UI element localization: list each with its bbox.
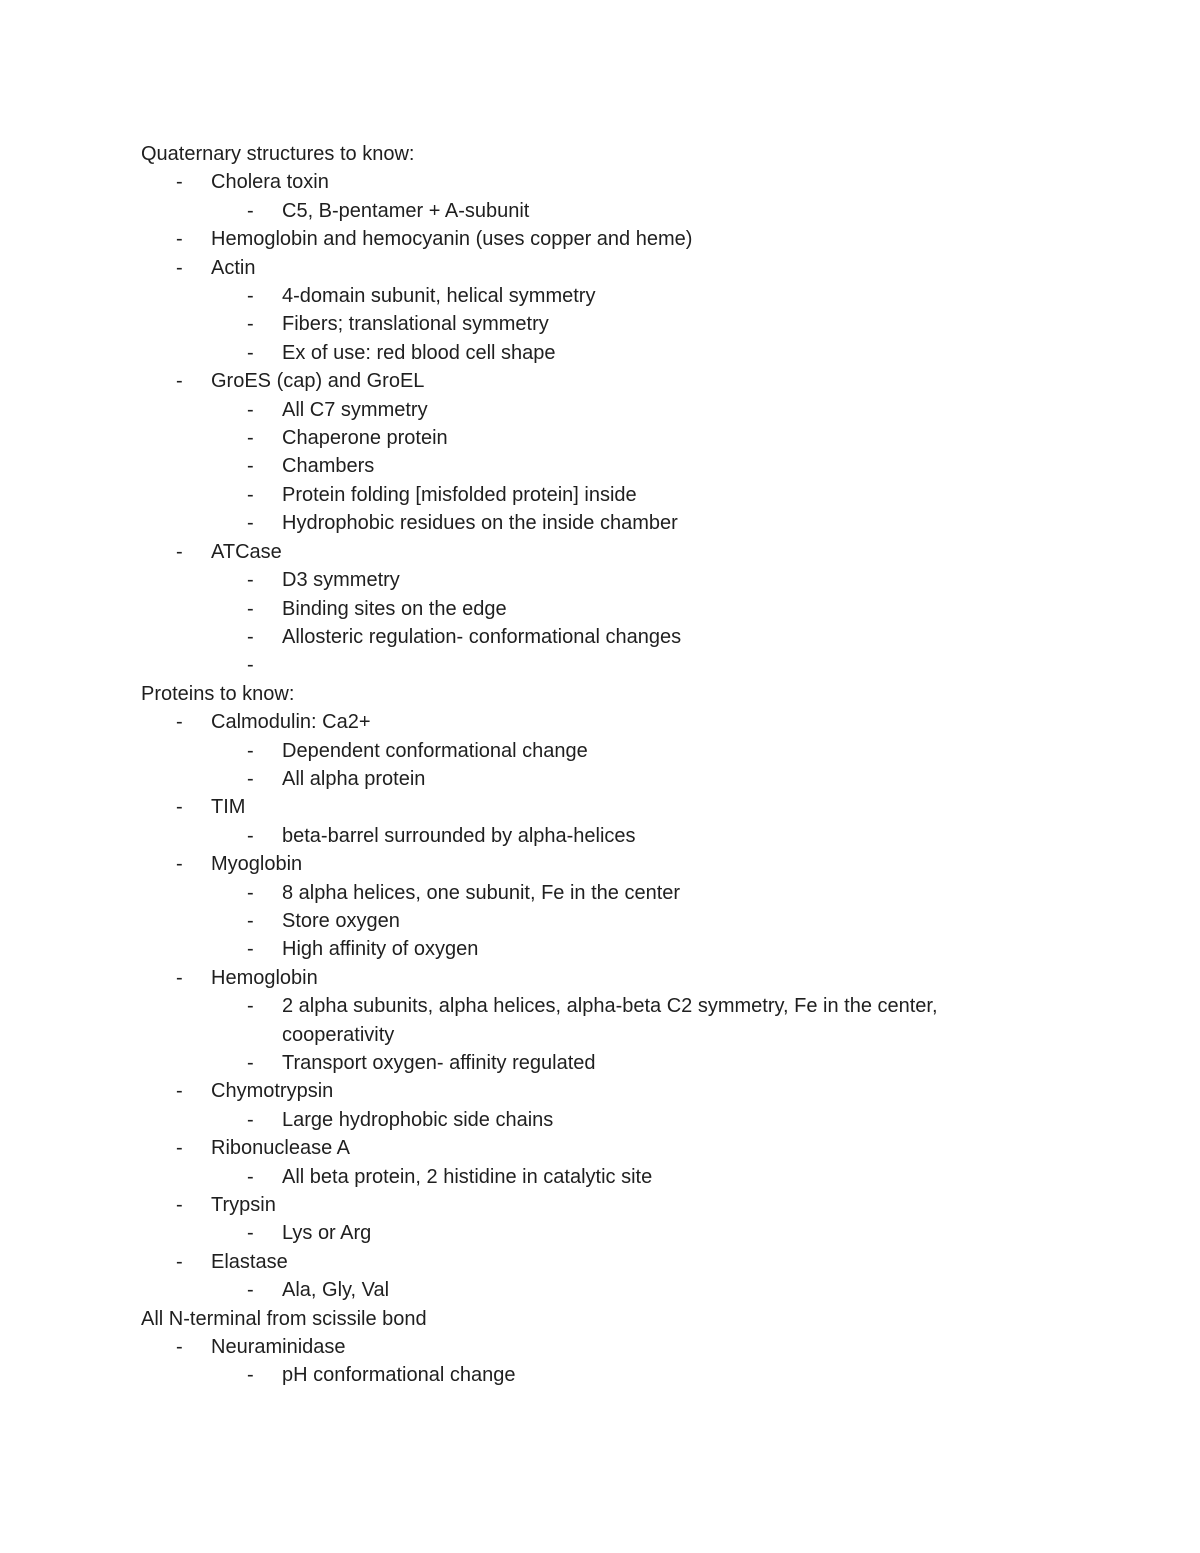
sub-list-item-label: 8 alpha helices, one subunit, Fe in the center: [282, 881, 681, 904]
sub-list-item-row: [141, 737, 1021, 765]
list-item-row: [141, 964, 1021, 992]
sub-list-item: [141, 282, 1021, 310]
sub-list-item: [141, 424, 1021, 452]
sub-list-item-row: [141, 481, 1021, 509]
list-item-row: [141, 538, 1021, 566]
sub-list-item: [141, 481, 1021, 509]
sub-list-item-row: [141, 396, 1021, 424]
bullet-dash: -: [176, 796, 183, 819]
bullet-dash: -: [176, 540, 183, 563]
sub-list-item: [141, 396, 1021, 424]
bullet-dash: -: [176, 1080, 183, 1103]
sub-list-item-label: D3 symmetry: [282, 569, 400, 592]
sub-list-item-label: Ex of use: red blood cell shape: [282, 341, 556, 364]
sub-list-item-label: Ala, Gly, Val: [282, 1279, 390, 1302]
bullet-dash: -: [247, 597, 254, 620]
sub-list-item-row: [141, 282, 1021, 310]
sub-list-item-label: pH conformational change: [282, 1364, 516, 1387]
bullet-list: [141, 168, 1021, 679]
sub-list-item-label: Chaperone protein: [282, 427, 448, 450]
sub-list-item-row: [141, 424, 1021, 452]
sub-list-item: [141, 1361, 1021, 1389]
list-item: [141, 1134, 1021, 1191]
bullet-dash: -: [247, 398, 254, 421]
sub-list-item: [141, 452, 1021, 480]
list-item-row: [141, 168, 1021, 196]
list-item-label: Hemoglobin: [211, 966, 318, 989]
sub-bullet-list: [141, 822, 1021, 850]
bullet-dash: -: [247, 767, 254, 790]
bullet-dash: -: [247, 1108, 254, 1131]
sub-list-item-label: Hydrophobic residues on the inside chamber: [282, 512, 678, 535]
bullet-dash: -: [247, 483, 254, 506]
sub-list-item-row: [141, 452, 1021, 480]
bullet-dash: -: [176, 853, 183, 876]
list-item-row: [141, 1248, 1021, 1276]
sub-list-item-row: [141, 1163, 1021, 1191]
sub-bullet-list: [141, 396, 1021, 538]
bullet-dash: -: [247, 1364, 254, 1387]
sub-list-item: [141, 1276, 1021, 1304]
bullet-dash: -: [176, 1250, 183, 1273]
list-item: [141, 850, 1021, 964]
sub-list-item: [141, 879, 1021, 907]
bullet-dash: -: [247, 427, 254, 450]
bullet-dash: -: [247, 341, 254, 364]
list-item-label: TIM: [211, 796, 246, 819]
sub-bullet-list: [141, 737, 1021, 794]
sub-list-item-row: [141, 822, 1021, 850]
list-item: [141, 254, 1021, 368]
list-item: [141, 168, 1021, 225]
bullet-dash: -: [247, 1279, 254, 1302]
sub-bullet-list: [141, 282, 1021, 367]
list-item-label: Trypsin: [211, 1194, 276, 1217]
sub-list-item-row: [141, 1106, 1021, 1134]
bullet-dash: -: [247, 1222, 254, 1245]
list-item-row: [141, 1191, 1021, 1219]
list-item-label: Neuraminidase: [211, 1336, 346, 1359]
sub-list-item-label: Chambers: [282, 455, 375, 478]
sub-list-item-label: beta-barrel surrounded by alpha-helices: [282, 824, 636, 847]
section-2: [141, 680, 1021, 1305]
sub-list-item-row: [141, 907, 1021, 935]
list-item-label: GroES (cap) and GroEL: [211, 370, 425, 393]
sub-list-item: [141, 595, 1021, 623]
bullet-dash: -: [247, 1165, 254, 1188]
sub-bullet-list: [141, 1163, 1021, 1191]
sub-list-item-row: [141, 1219, 1021, 1247]
sub-list-item-row: [141, 339, 1021, 367]
section-1: [141, 140, 1021, 680]
sub-list-item-label: Lys or Arg: [282, 1222, 372, 1245]
list-item-row: [141, 1134, 1021, 1162]
list-item-label: Hemoglobin and hemocyanin (uses copper and heme): [211, 228, 693, 251]
sub-bullet-list: [141, 566, 1021, 680]
list-item: [141, 1248, 1021, 1305]
bullet-dash: -: [247, 199, 254, 222]
sub-list-item: [141, 1106, 1021, 1134]
bullet-dash: -: [247, 995, 254, 1018]
sub-list-item-row: [141, 651, 1021, 679]
bullet-list: [141, 1333, 1021, 1390]
bullet-dash: -: [176, 711, 183, 734]
sub-list-item: [141, 310, 1021, 338]
list-item-label: ATCase: [211, 540, 282, 563]
list-item: [141, 964, 1021, 1078]
sub-list-item: [141, 935, 1021, 963]
sub-list-item-label: Dependent conformational change: [282, 739, 588, 762]
list-item: [141, 1191, 1021, 1248]
list-item: [141, 708, 1021, 793]
sub-list-item-row: [141, 879, 1021, 907]
list-item-row: [141, 850, 1021, 878]
sub-list-item: [141, 1219, 1021, 1247]
sub-list-item: [141, 822, 1021, 850]
sub-list-item-label: 4-domain subunit, helical symmetry: [282, 285, 596, 308]
sub-list-item-label: Protein folding [misfolded protein] inside: [282, 483, 637, 506]
list-item-row: [141, 254, 1021, 282]
list-item: [141, 538, 1021, 680]
bullet-list: [141, 708, 1021, 1305]
sub-list-item-label: All C7 symmetry: [282, 398, 428, 421]
bullet-dash: -: [247, 1052, 254, 1074]
sub-list-item-label: Large hydrophobic side chains: [282, 1108, 554, 1131]
sub-list-item: [141, 992, 1021, 1049]
bullet-dash: -: [247, 739, 254, 762]
sub-list-item-row: [141, 1361, 1021, 1389]
sub-list-item: [141, 1049, 1021, 1077]
sub-list-item-label: All beta protein, 2 histidine in catalytic site: [282, 1165, 653, 1188]
sub-list-item: [141, 651, 1021, 679]
sub-bullet-list: [141, 992, 1021, 1077]
sub-list-item: [141, 339, 1021, 367]
bullet-dash: -: [247, 569, 254, 592]
sub-list-item: [141, 197, 1021, 225]
sub-list-item-row: [141, 566, 1021, 594]
notes-body: [141, 140, 1021, 1390]
bullet-dash: -: [247, 512, 254, 535]
sub-list-item: [141, 737, 1021, 765]
bullet-dash: -: [176, 370, 183, 393]
bullet-dash: -: [176, 171, 183, 194]
sub-list-item-row: [141, 310, 1021, 338]
sub-list-item-label: Transport oxygen- affinity regulated: [282, 1052, 596, 1074]
sub-list-item-label: 2 alpha subunits, alpha helices, alpha-beta C2 symmetry, Fe in the center, cooperativity: [282, 995, 938, 1046]
bullet-dash: -: [247, 654, 254, 677]
sub-list-item-row: [141, 765, 1021, 793]
list-item: [141, 1333, 1021, 1390]
sub-list-item-row: [141, 197, 1021, 225]
list-item-label: Ribonuclease A: [211, 1137, 350, 1160]
list-item-row: [141, 367, 1021, 395]
sub-bullet-list: [141, 1276, 1021, 1304]
list-item-label: Myoglobin: [211, 853, 303, 876]
sub-list-item: [141, 765, 1021, 793]
list-item-row: [141, 1333, 1021, 1361]
bullet-dash: -: [247, 909, 254, 932]
bullet-dash: -: [247, 285, 254, 308]
sub-list-item-label: [282, 651, 1021, 679]
sub-list-item-label: C5, B-pentamer + A-subunit: [282, 199, 530, 222]
list-item-label: Elastase: [211, 1250, 288, 1273]
list-item-row: [141, 225, 1021, 253]
bullet-dash: -: [176, 1137, 183, 1160]
section-heading: Proteins to know:: [141, 682, 295, 705]
bullet-dash: -: [176, 966, 183, 989]
bullet-dash: -: [247, 824, 254, 847]
sub-bullet-list: [141, 1219, 1021, 1247]
bullet-dash: -: [247, 455, 254, 478]
bullet-dash: -: [176, 1194, 183, 1217]
bullet-dash: -: [247, 881, 254, 904]
sub-bullet-list: [141, 1361, 1021, 1389]
section-3: [141, 1305, 1021, 1390]
sub-list-item-row: [141, 623, 1021, 651]
list-item-label: Cholera toxin: [211, 171, 329, 194]
sub-list-item-row: [141, 1049, 1021, 1077]
sub-list-item-label: Binding sites on the edge: [282, 597, 507, 620]
list-item: [141, 1077, 1021, 1134]
list-item-row: [141, 1077, 1021, 1105]
sub-bullet-list: [141, 879, 1021, 964]
bullet-dash: -: [247, 313, 254, 336]
sub-list-item-row: [141, 1276, 1021, 1304]
list-item-label: Chymotrypsin: [211, 1080, 334, 1103]
sub-list-item-row: [141, 509, 1021, 537]
sub-list-item-label: All alpha protein: [282, 767, 426, 790]
bullet-dash: -: [176, 1336, 183, 1359]
list-item-label: Actin: [211, 256, 256, 279]
list-item-label: Calmodulin: Ca2+: [211, 711, 371, 734]
section-heading: Quaternary structures to know:: [141, 143, 415, 165]
list-item: [141, 793, 1021, 850]
sub-list-item-label: Fibers; translational symmetry: [282, 313, 549, 336]
sub-list-item: [141, 623, 1021, 651]
list-item-row: [141, 708, 1021, 736]
sub-list-item-label: Allosteric regulation- conformational changes: [282, 625, 682, 648]
sub-list-item-label: High affinity of oxygen: [282, 938, 479, 961]
sub-list-item-row: [141, 992, 1021, 1049]
sub-list-item: [141, 566, 1021, 594]
sub-list-item: [141, 1163, 1021, 1191]
sub-bullet-list: [141, 1106, 1021, 1134]
bullet-dash: -: [247, 938, 254, 961]
sub-list-item: [141, 907, 1021, 935]
bullet-dash: -: [176, 228, 183, 251]
sub-list-item-row: [141, 595, 1021, 623]
bullet-dash: -: [247, 625, 254, 648]
list-item: [141, 225, 1021, 253]
section-heading: All N-terminal from scissile bond: [141, 1307, 427, 1330]
bullet-dash: -: [176, 256, 183, 279]
sub-list-item: [141, 509, 1021, 537]
list-item: [141, 367, 1021, 537]
sub-list-item-label: Store oxygen: [282, 909, 400, 932]
sub-bullet-list: [141, 197, 1021, 225]
list-item-row: [141, 793, 1021, 821]
sub-list-item-row: [141, 935, 1021, 963]
